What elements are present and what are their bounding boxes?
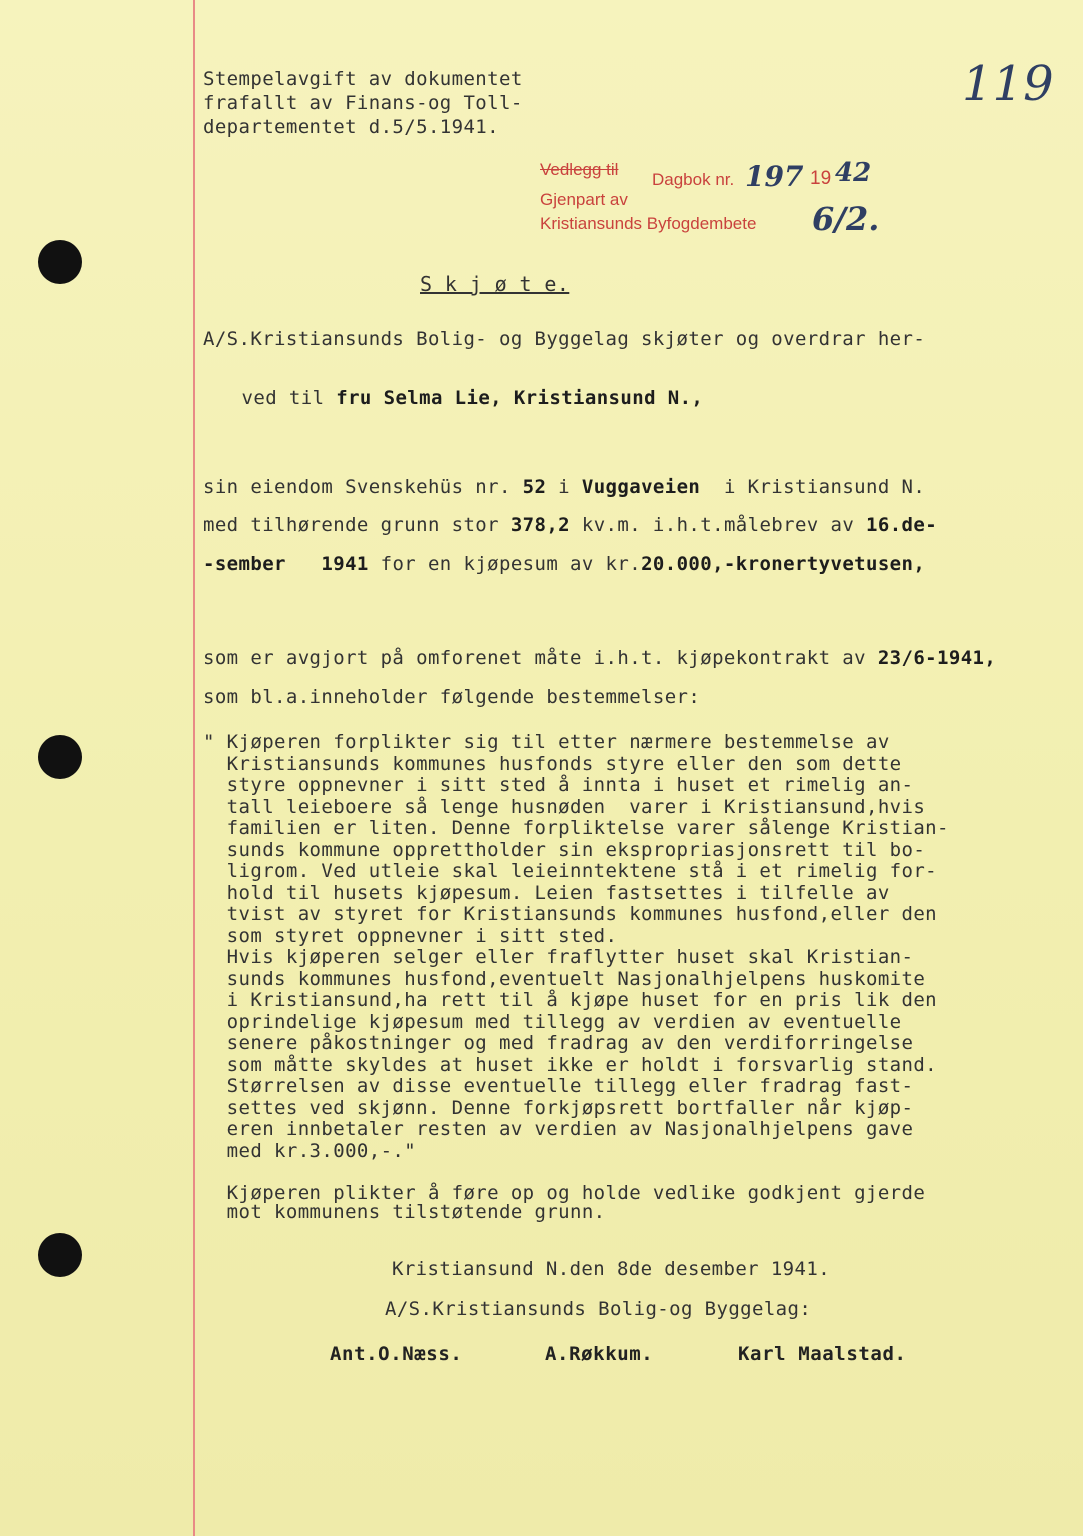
- contract-line: [203, 647, 996, 669]
- contract-date: 23/6-1941,: [877, 647, 997, 669]
- document-title: S k j ø t e.: [420, 272, 570, 296]
- intro-line: [203, 368, 703, 428]
- stamp-duty-line: Stempelavgift av dokumentet: [203, 68, 523, 90]
- stamp-duty-line: frafallt av Finans-og Toll-: [203, 92, 523, 114]
- provision-line: tvist av styret for Kristiansunds kommunes husfond,eller den: [203, 903, 938, 925]
- provision-line: hold til husets kjøpesum. Leien fastsettes i tilfelle av: [203, 881, 890, 904]
- property-line: [203, 514, 937, 536]
- buyer-name: fru Selma Lie, Kristiansund N.,: [336, 387, 704, 409]
- provision-line: Størrelsen av disse eventuelle tillegg eller fradrag fast-: [203, 1075, 914, 1097]
- margin-rule: [193, 0, 195, 1536]
- punch-hole: [38, 735, 82, 779]
- signatory: Karl Maalstad.: [738, 1343, 907, 1365]
- stamp-gjenpart: Gjenpart av: [540, 190, 628, 209]
- place-date: Kristiansund N.den 8de desember 1941.: [392, 1258, 831, 1280]
- text: i Kristiansund N.: [700, 476, 926, 498]
- provision-line: Kristiansunds kommunes husfonds styre eller den som dette: [203, 752, 902, 775]
- provision-line: " Kjøperen forplikter sig til etter nærmere bestemmelse av: [203, 731, 890, 753]
- company-name: A/S.Kristiansunds Bolig-og Byggelag:: [385, 1298, 812, 1320]
- provision-line: som måtte skyldes at huset ikke er holdt i forsvarlig stand.: [203, 1053, 938, 1076]
- stamp-year-suffix: 42: [835, 158, 872, 188]
- provision-line: senere påkostninger og med fradrag av den verdiforringelse: [203, 1032, 914, 1054]
- stamp-dagbok-number: 197: [745, 160, 804, 193]
- punch-hole: [38, 240, 82, 284]
- stamp-office: Kristiansunds Byfogdembete: [540, 214, 757, 233]
- intro-line: A/S.Kristiansunds Bolig- og Byggelag skjøter og overdrar her-: [203, 328, 926, 350]
- fence-clause-line: Kjøperen plikter å føre op og holde vedlike godkjent gjerde: [203, 1182, 926, 1204]
- property-line: [203, 476, 925, 498]
- page-number: 119: [962, 56, 1054, 112]
- property-line: [203, 553, 925, 575]
- street-name: Vuggaveien: [581, 476, 701, 498]
- text: kv.m. i.h.t.målebrev av: [570, 514, 867, 536]
- provision-line: settes ved skjønn. Denne forkjøpsrett bortfaller når kjøp-: [203, 1096, 914, 1119]
- survey-year: 1941: [321, 553, 369, 575]
- stamp-date: 6/2.: [812, 200, 880, 238]
- stamp-duty-line: departementet d.5/5.1941.: [203, 116, 499, 138]
- text: som er avgjort på omforenet måte i.h.t. kjøpekontrakt av: [203, 647, 878, 669]
- stamp-dagbok: Dagbok nr.: [652, 170, 735, 189]
- provision-line: med kr.3.000,-.": [203, 1139, 417, 1162]
- provision-line: ligrom. Ved utleie skal leieinntektene stå i et rimelig for-: [203, 860, 938, 882]
- signatory: A.Røkkum.: [545, 1343, 654, 1365]
- provision-line: sunds kommune opprettholder sin ekspropriasjonsrett til bo-: [203, 838, 926, 861]
- provision-line: eren innbetaler resten av verdien av Nasjonalhjelpens gave: [203, 1118, 914, 1140]
- provision-line: i Kristiansund,ha rett til å kjøpe huset for en pris lik den: [203, 989, 938, 1011]
- provision-line: oprindelige kjøpesum med tillegg av verdien av eventuelle: [203, 1010, 902, 1033]
- provision-line: Hvis kjøperen selger eller fraflytter huset skal Kristian-: [203, 946, 914, 968]
- purchase-price: 20.000,-kronertyvetusen,: [641, 553, 926, 575]
- contract-line: som bl.a.inneholder følgende bestemmelser:: [203, 686, 701, 708]
- stamp-vedlegg: Vedlegg til: [540, 160, 619, 179]
- provision-line: familien er liten. Denne forpliktelse varer sålenge Kristian-: [203, 817, 949, 839]
- stamp-year-prefix: 19: [810, 168, 832, 189]
- fence-clause-line: mot kommunens tilstøtende grunn.: [203, 1201, 606, 1223]
- survey-date: 16.de-: [866, 514, 938, 536]
- punch-hole: [38, 1233, 82, 1277]
- text: sin eiendom Svenskehüs nr.: [203, 476, 523, 498]
- house-number: 52: [522, 476, 547, 498]
- plot-area: 378,2: [510, 514, 571, 536]
- survey-date-cont: -sember: [203, 553, 286, 575]
- provision-line: tall leieboere så lenge husnøden varer i Kristiansund,hvis: [203, 795, 926, 818]
- provision-line: sunds kommunes husfond,eventuelt Nasjonalhjelpens huskomite: [203, 967, 926, 990]
- signatory: Ant.O.Næss.: [330, 1343, 463, 1365]
- provision-line: som styret oppnevner i sitt sted.: [203, 924, 618, 947]
- provision-line: styre oppnevner i sitt sted å innta i huset et rimelig an-: [203, 774, 914, 796]
- text: med tilhørende grunn stor: [203, 514, 511, 536]
- intro-prefix: ved til: [241, 387, 337, 409]
- text: i: [546, 476, 582, 498]
- text: for en kjøpesum av kr.: [368, 553, 642, 575]
